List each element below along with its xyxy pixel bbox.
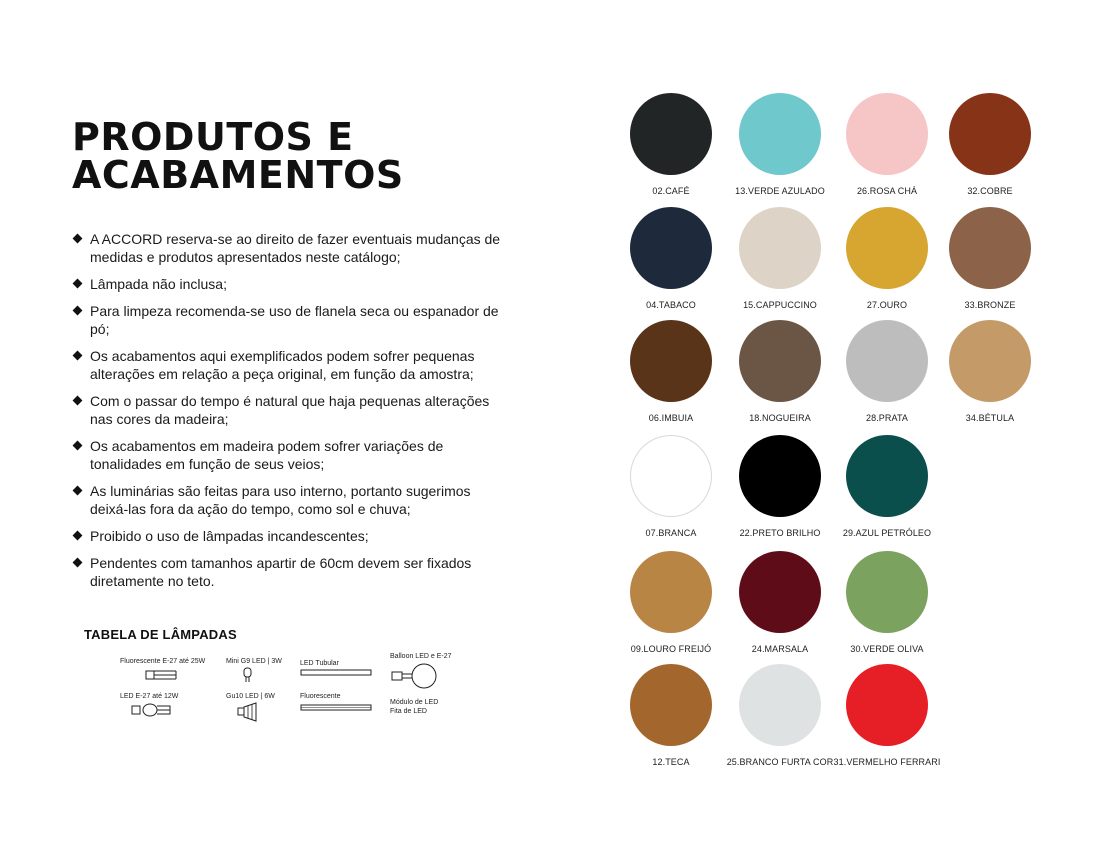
lamp-table-title: TABELA DE LÂMPADAS [84, 627, 237, 642]
lamp-label: Gu10 LED | 6W [226, 693, 275, 700]
lamp-label: LED Tubular [300, 660, 339, 667]
diamond-bullet-icon [73, 558, 83, 568]
list-item [72, 302, 512, 338]
finish-label: 31.VERMELHO FERRARI [833, 757, 941, 767]
lamp-label: Mini G9 LED | 3W [226, 658, 282, 665]
lamp-label-secondary: Fita de LED [390, 708, 427, 715]
finish-swatch-ouro [832, 207, 942, 310]
finish-label: 32.COBRE [967, 186, 1013, 196]
note-text: A ACCORD reserva-se ao direito de fazer eventuais mudanças de medidas e produtos apresentados neste catálogo; [90, 231, 501, 265]
diamond-bullet-icon [73, 441, 83, 451]
finish-swatch-betula [935, 320, 1045, 423]
color-circle [630, 207, 712, 289]
lamp-fluorescent-tube [300, 692, 372, 713]
lamp-led-tubular [300, 659, 372, 677]
lamp-balloon-led [390, 652, 451, 690]
color-circle [846, 664, 928, 746]
title-line-1: PRODUTOS E [72, 115, 354, 159]
finish-label: 26.ROSA CHÁ [856, 186, 918, 196]
diamond-bullet-icon [73, 234, 83, 244]
lamp-led-e27 [120, 692, 178, 718]
diamond-bullet-icon [73, 486, 83, 496]
led-tube-icon [300, 669, 372, 677]
finish-label: 30.VERDE OLIVA [850, 644, 924, 654]
finish-label: 06.IMBUIA [648, 413, 694, 423]
note-text: Para limpeza recomenda-se uso de flanela seca ou espanador de pó; [90, 303, 499, 337]
list-item [72, 230, 512, 266]
color-circle [846, 207, 928, 289]
finish-swatch-rosa-cha [832, 93, 942, 196]
color-circle [949, 320, 1031, 402]
finish-label: 28.PRATA [866, 413, 908, 423]
finish-label: 15.CAPPUCCINO [743, 300, 817, 310]
list-item [72, 275, 512, 293]
finish-label: 24.MARSALA [751, 644, 809, 654]
finish-label: 04.TABACO [646, 300, 696, 310]
lamp-led-module [390, 698, 438, 716]
finish-swatch-vermelho-ferrari [832, 664, 942, 767]
color-circle [630, 551, 712, 633]
list-item [72, 527, 512, 545]
lamp-fluorescent-e27 [120, 657, 205, 682]
balloon-bulb-icon [390, 662, 440, 690]
fluorescent-bulb-icon [144, 668, 184, 682]
finish-label: 25.BRANCO FURTA COR [726, 757, 834, 767]
finish-swatch-nogueira [725, 320, 835, 423]
diamond-bullet-icon [73, 306, 83, 316]
finish-label: 09.LOURO FREIJÓ [630, 644, 712, 654]
finish-swatch-branco-furta-cor [725, 664, 835, 767]
g9-bulb-icon [240, 667, 256, 683]
color-circle [739, 551, 821, 633]
finish-label: 33.BRONZE [964, 300, 1016, 310]
finish-swatch-louro-freijo [616, 551, 726, 654]
note-text: Lâmpada não inclusa; [90, 276, 227, 292]
lamp-gu10 [226, 692, 275, 722]
finish-swatch-cobre [935, 93, 1045, 196]
note-text: Os acabamentos em madeira podem sofrer variações de tonalidades em função de seus veios; [90, 438, 444, 472]
color-circle [739, 435, 821, 517]
note-text: Proibido o uso de lâmpadas incandescentes; [90, 528, 369, 544]
note-text: Com o passar do tempo é natural que haja pequenas alterações nas cores da madeira; [90, 393, 490, 427]
color-circle [630, 664, 712, 746]
color-circle [846, 435, 928, 517]
lamp-label: Fluorescente [300, 693, 341, 700]
color-circle [739, 207, 821, 289]
lamp-label: LED E-27 até 12W [120, 693, 179, 700]
finish-swatch-cappuccino [725, 207, 835, 310]
lamp-mini-g9 [226, 657, 282, 683]
color-circle [630, 320, 712, 402]
color-circle [739, 320, 821, 402]
color-circle [846, 320, 928, 402]
list-item [72, 392, 512, 428]
color-circle [949, 207, 1031, 289]
led-bulb-icon [130, 702, 174, 718]
finish-swatch-prata [832, 320, 942, 423]
color-circle [630, 93, 712, 175]
notes-list [72, 230, 512, 599]
note-text: As luminárias são feitas para uso interno, portanto sugerimos deixá-las fora da ação do tempo, como sol e chuva; [90, 483, 471, 517]
color-circle [846, 93, 928, 175]
finish-label: 29.AZUL PETRÓLEO [842, 528, 932, 538]
finish-swatch-teca [616, 664, 726, 767]
title-line-2: ACABAMENTOS [72, 153, 404, 197]
finish-swatch-tabaco [616, 207, 726, 310]
finish-swatch-verde-azulado [725, 93, 835, 196]
finish-swatch-bronze [935, 207, 1045, 310]
finish-swatch-imbuia [616, 320, 726, 423]
finish-label: 18.NOGUEIRA [749, 413, 811, 423]
note-text: Os acabamentos aqui exemplificados podem sofrer pequenas alterações em relação a peça original, em função da amostra; [90, 348, 475, 382]
finish-swatch-azul-petroleo [832, 435, 942, 538]
finish-swatch-branca [616, 435, 726, 538]
color-circle [846, 551, 928, 633]
finish-label: 07.BRANCA [645, 528, 697, 538]
diamond-bullet-icon [73, 396, 83, 406]
fluorescent-tube-icon [300, 703, 372, 713]
finish-label: 34.BÉTULA [965, 413, 1015, 423]
page-title [72, 115, 404, 197]
finish-swatch-verde-oliva [832, 551, 942, 654]
lamp-label: Balloon LED e E-27 [390, 653, 452, 660]
color-circle [630, 435, 712, 517]
diamond-bullet-icon [73, 279, 83, 289]
gu10-bulb-icon [236, 702, 260, 722]
diamond-bullet-icon [73, 531, 83, 541]
lamp-label: Fluorescente E-27 até 25W [120, 658, 206, 665]
color-circle [739, 93, 821, 175]
finish-label: 13.VERDE AZULADO [735, 186, 825, 196]
note-text: Pendentes com tamanhos apartir de 60cm devem ser fixados diretamente no teto. [90, 555, 472, 589]
finish-label: 12.TECA [652, 757, 690, 767]
diamond-bullet-icon [73, 351, 83, 361]
finish-swatch-marsala [725, 551, 835, 654]
color-circle [739, 664, 821, 746]
finish-label: 27.OURO [866, 300, 908, 310]
list-item [72, 437, 512, 473]
list-item [72, 554, 512, 590]
list-item [72, 347, 512, 383]
finish-label: 02.CAFÉ [652, 186, 690, 196]
finish-swatch-preto-brilho [725, 435, 835, 538]
lamp-label: Módulo de LED [390, 699, 439, 706]
finish-label: 22.PRETO BRILHO [739, 528, 821, 538]
color-circle [949, 93, 1031, 175]
list-item [72, 482, 512, 518]
finish-swatch-cafe [616, 93, 726, 196]
